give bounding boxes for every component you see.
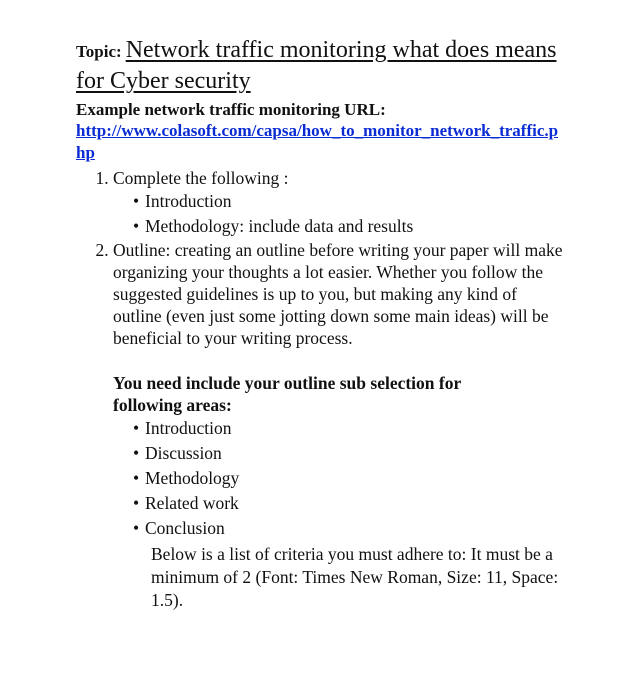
topic-line bbox=[76, 36, 576, 98]
topic-colon: : bbox=[116, 42, 122, 61]
bullet-item: • Conclusion bbox=[133, 516, 576, 541]
bullet-item: • Introduction bbox=[133, 189, 576, 214]
bullet-item: • Methodology bbox=[133, 466, 576, 491]
list-item-text: Complete the following : bbox=[113, 168, 289, 188]
example-url-label: Example network traffic monitoring URL: bbox=[76, 100, 386, 119]
bullet-item: • Methodology: include data and results bbox=[133, 214, 576, 239]
criteria-paragraph: Below is a list of criteria you must adhere to: It must be a minimum of 2 (Font: Times New Roman, Size: 11, Space: 1.5). bbox=[151, 544, 559, 610]
bullet-item: • Discussion bbox=[133, 441, 576, 466]
document-page bbox=[76, 36, 576, 612]
bullet-item: • Related work bbox=[133, 491, 576, 516]
outline-paragraph: 2. Outline: creating an outline before writing your paper will make organizing your thoughts a lot easier. Whether you follow the suggested guidelines is up to you, but making any kind of outline (even just some jotting down some main ideas) will be beneficial to your writing process. bbox=[113, 240, 563, 348]
list-item-outline bbox=[113, 239, 576, 612]
outline-heading: You need include your outline sub selection for following areas: bbox=[113, 373, 461, 415]
bullet-item: • Introduction bbox=[133, 416, 576, 441]
complete-bullets bbox=[113, 189, 576, 239]
topic-label: Topic bbox=[76, 42, 117, 61]
example-url-link[interactable]: http://www.colasoft.com/capsa/how_to_monitor_network_traffic.php bbox=[76, 121, 559, 162]
outline-bullets bbox=[113, 416, 576, 541]
topic-title: Network traffic monitoring what does means for Cyber security bbox=[76, 37, 557, 94]
list-item-complete bbox=[113, 167, 576, 239]
requirements-list bbox=[76, 167, 576, 612]
